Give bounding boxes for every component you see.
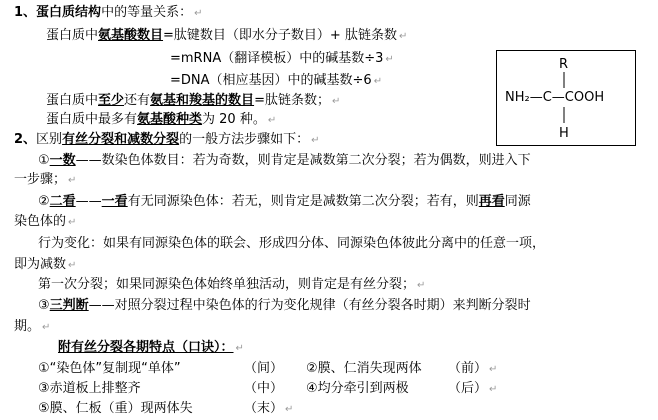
- text-fragment: 期。: [14, 319, 41, 334]
- mnemonic-item: ④均分牵引到两极: [306, 381, 409, 396]
- text-fragment: 区别: [36, 132, 63, 147]
- mnemonic-item: ②膜、仁消失现两体: [306, 361, 422, 376]
- step-1-continuation: [14, 171, 76, 190]
- mnemonic-phase: （间）: [244, 361, 284, 376]
- underlined-term: 附有丝分裂各期特点（口诀）：: [58, 340, 234, 355]
- return-mark: ↵: [285, 404, 294, 415]
- mnemonic-phase: （中）: [244, 381, 284, 396]
- text-fragment: 蛋白质中: [46, 28, 99, 43]
- text-fragment: =mRNA（翻译模板）中的碱基数÷3: [170, 51, 384, 66]
- text-fragment: 蛋白质中: [46, 93, 99, 108]
- section-1-title-rest: 中的等量关系：: [101, 5, 193, 20]
- mitosis-mnemonic-title: [58, 339, 244, 358]
- equation-line-3: [170, 72, 382, 91]
- step-number: ③: [38, 298, 50, 313]
- underlined-term: 一看: [101, 194, 128, 209]
- return-mark: ↵: [489, 384, 498, 395]
- text-fragment: 的一般方法步骤如下：: [179, 132, 310, 147]
- text-fragment: 染色体的: [14, 214, 67, 229]
- step-2-continuation-1: [14, 213, 76, 232]
- text-fragment: 为 20 种。: [202, 112, 266, 127]
- return-mark: ↵: [68, 175, 77, 186]
- return-mark: ↵: [68, 217, 77, 228]
- step-3-line: [38, 297, 531, 315]
- underlined-term: 有丝分裂和减数分裂: [62, 132, 180, 147]
- phase-text: （前）: [448, 361, 488, 376]
- underlined-term: 至少: [98, 93, 125, 108]
- return-mark: ↵: [235, 343, 244, 354]
- step-2-line: [38, 193, 531, 211]
- amino-acid-structure-diagram: [497, 51, 637, 147]
- mnemonic-item: ⑤膜、仁板（重）现两体失: [38, 401, 193, 416]
- underlined-term: 氨基酸数目: [98, 28, 164, 43]
- underlined-term: 二看: [49, 194, 76, 209]
- step-2-continuation-4: [38, 276, 425, 295]
- return-mark: ↵: [68, 260, 77, 271]
- return-mark: ↵: [331, 96, 341, 107]
- text-fragment: 有无同源染色体：若无，则肯定是减数第二次分裂；若有，则: [127, 194, 479, 209]
- text-fragment: 第一次分裂；如果同源染色体始终单独活动，则肯定是有丝分裂；: [38, 277, 416, 292]
- step-number: ①: [38, 153, 50, 168]
- return-mark: ↵: [417, 280, 426, 291]
- return-mark: ↵: [194, 8, 203, 19]
- mnemonic-phase: [448, 360, 497, 379]
- return-mark: ↵: [373, 76, 383, 87]
- formula-backbone: NH₂—C—COOH: [505, 90, 605, 105]
- section-1-heading: [14, 4, 202, 23]
- section-1-number: 1、: [14, 5, 37, 20]
- underlined-term: 氨基酸种类: [137, 112, 203, 127]
- return-mark: ↵: [489, 364, 498, 375]
- text-fragment: ——数染色体数目：若为奇数，则肯定是减数第二次分裂；若为偶数，则进入下: [75, 153, 531, 168]
- section-2-number: 2、: [14, 132, 37, 147]
- return-mark: ↵: [311, 135, 320, 146]
- return-mark: ↵: [267, 115, 277, 126]
- underlined-term: 氨基和羧基的数目: [150, 93, 255, 108]
- step-1-line: [38, 152, 531, 170]
- phase-text: （末）: [244, 401, 284, 416]
- step-number: ②: [38, 194, 50, 209]
- return-mark: ↵: [398, 31, 408, 42]
- text-fragment: ——: [75, 194, 102, 209]
- underlined-term: 三判断: [49, 298, 89, 313]
- mnemonic-phase: [244, 400, 293, 419]
- text-fragment: 蛋白质中最多有: [46, 112, 138, 127]
- section-2-heading: [14, 131, 319, 150]
- text-fragment: 一步骤；: [14, 172, 67, 187]
- text-fragment: 还有: [124, 93, 151, 108]
- mnemonic-item: ①“染色体”复制现“单体”: [38, 361, 181, 376]
- step-2-continuation-3: [14, 256, 76, 275]
- mnemonic-phase: [448, 380, 497, 399]
- text-fragment: 同源: [504, 194, 531, 209]
- return-mark: ↵: [385, 54, 394, 65]
- text-fragment: =肽键数目（即水分子数目）+ 肽链条数: [163, 28, 397, 43]
- mnemonic-item: ③赤道板上排整齐: [38, 381, 141, 396]
- step-3-continuation: [14, 318, 50, 337]
- text-fragment: 即为减数: [14, 257, 67, 272]
- max-types-line: [46, 111, 276, 130]
- text-fragment: =肽链条数；: [254, 93, 330, 108]
- text-fragment: ——对照分裂过程中染色体的行为变化规律（有丝分裂各时期）来判断分裂时: [88, 298, 531, 313]
- section-1-title-bold: 蛋白质结构: [36, 5, 102, 20]
- formula-hydrogen: H: [559, 126, 569, 141]
- amino-acid-formula-box: [496, 50, 636, 146]
- formula-r-group: R: [559, 57, 569, 72]
- phase-text: （后）: [448, 381, 488, 396]
- text-fragment: =DNA（相应基因）中的碱基数÷6: [170, 73, 372, 88]
- min-groups-line: [46, 92, 340, 111]
- underlined-term: 再看: [478, 194, 505, 209]
- underlined-term: 一数: [49, 153, 76, 168]
- step-2-continuation-2: [38, 235, 545, 253]
- text-fragment: 行为变化：如果有同源染色体的联会、形成四分体、同源染色体彼此分离中的任意一项，: [38, 236, 546, 251]
- return-mark: ↵: [42, 322, 51, 333]
- equation-line-1: [46, 27, 407, 46]
- equation-line-2: [170, 50, 394, 69]
